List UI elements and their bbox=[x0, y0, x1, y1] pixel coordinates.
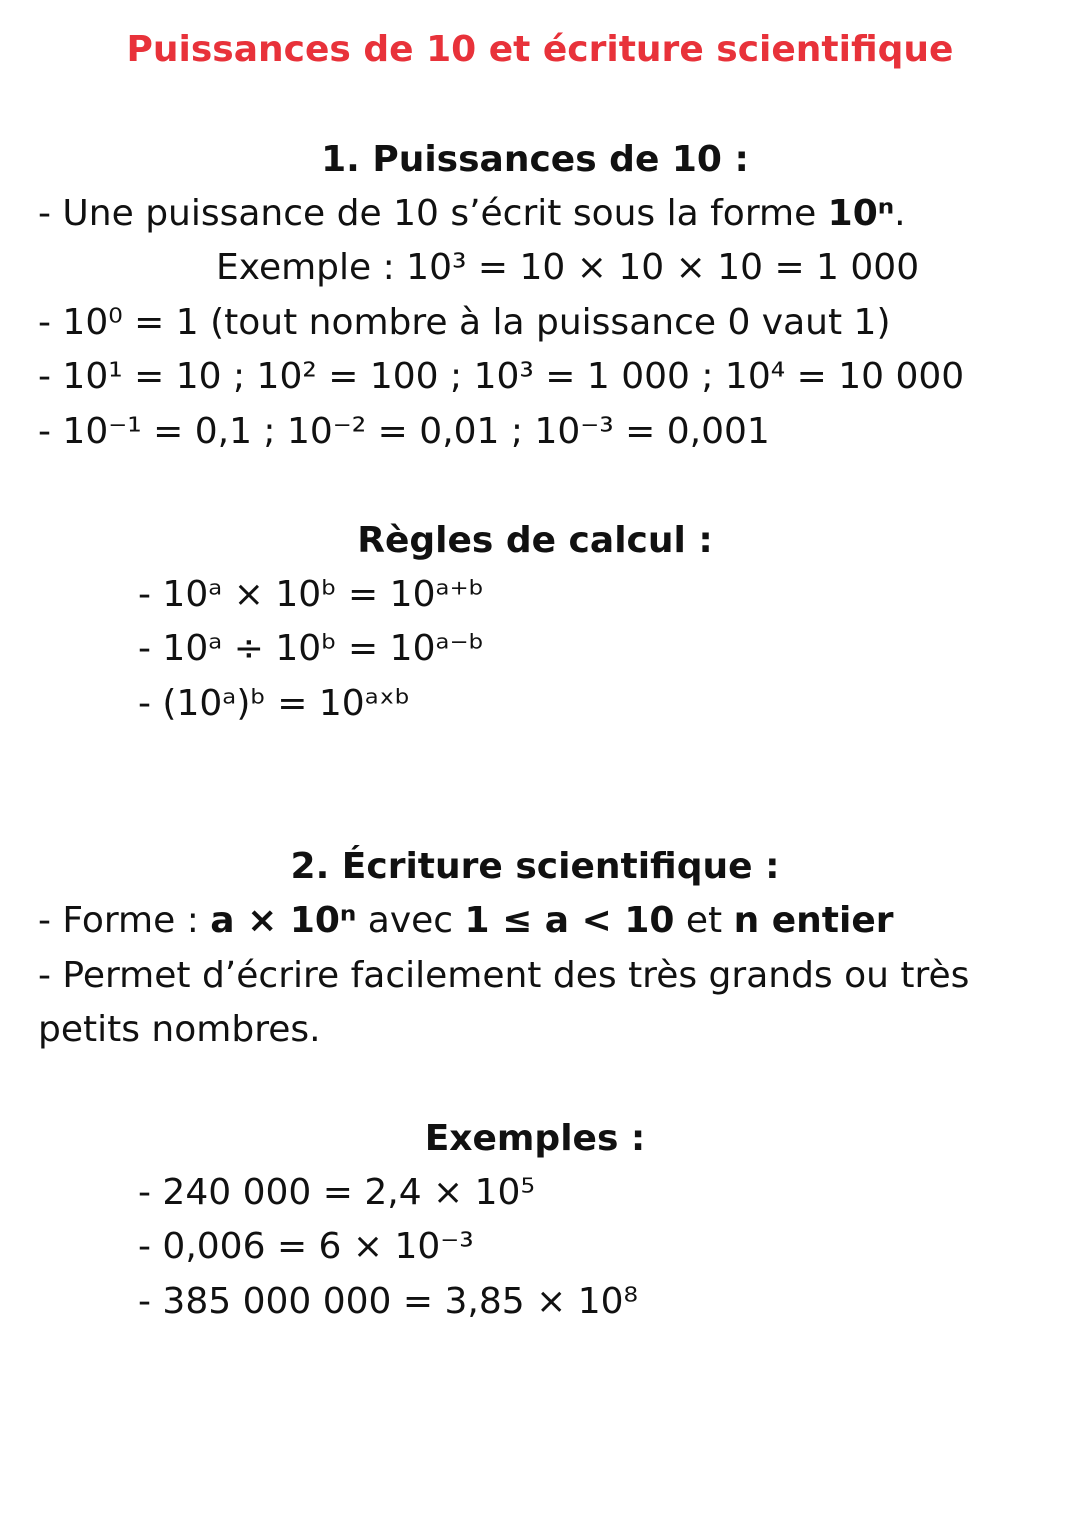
power-definition-prefix: - Une puissance de 10 s’écrit sous la forme bbox=[38, 193, 828, 234]
example-huge: - 385 000 000 = 3,85 × 10⁸ bbox=[138, 1281, 638, 1322]
rule-product: - 10ᵃ × 10ᵇ = 10ᵃ⁺ᵇ bbox=[138, 574, 484, 615]
power-definition-suffix: . bbox=[894, 193, 906, 234]
power-line-negative: - 10⁻¹ = 0,1 ; 10⁻² = 0,01 ; 10⁻³ = 0,001 bbox=[38, 411, 770, 452]
power-line-zero: - 10⁰ = 1 (tout nombre à la puissance 0 vaut 1) bbox=[38, 302, 891, 343]
section1-heading: 1. Puissances de 10 : bbox=[321, 139, 749, 180]
form-prefix: - Forme : bbox=[38, 900, 211, 941]
form-integer: n entier bbox=[733, 900, 894, 941]
section2-heading: 2. Écriture scientifique : bbox=[290, 846, 780, 887]
power-line-positive: - 10¹ = 10 ; 10² = 100 ; 10³ = 1 000 ; 10⁴ = 10 000 bbox=[38, 356, 965, 397]
rule-power: - (10ᵃ)ᵇ = 10ᵃˣᵇ bbox=[138, 683, 411, 724]
rule-quotient: - 10ᵃ ÷ 10ᵇ = 10ᵃ⁻ᵇ bbox=[138, 628, 484, 669]
examples-heading: Exemples : bbox=[424, 1118, 646, 1159]
purpose-line-1: - Permet d’écrire facilement des très grands ou très bbox=[38, 955, 970, 996]
form-condition: 1 ≤ a < 10 bbox=[464, 900, 675, 941]
example-small: - 0,006 = 6 × 10⁻³ bbox=[138, 1226, 474, 1267]
form-et: et bbox=[674, 900, 734, 941]
power-definition-notation: 10ⁿ bbox=[827, 193, 895, 234]
power-example: Exemple : 10³ = 10 × 10 × 10 = 1 000 bbox=[216, 247, 920, 288]
scientific-form bbox=[38, 899, 894, 943]
power-definition bbox=[38, 192, 906, 236]
rules-heading: Règles de calcul : bbox=[357, 520, 713, 561]
form-avec: avec bbox=[356, 900, 465, 941]
page-title: Puissances de 10 et écriture scientifique bbox=[126, 29, 954, 70]
form-notation: a × 10ⁿ bbox=[210, 900, 357, 941]
example-large: - 240 000 = 2,4 × 10⁵ bbox=[138, 1172, 535, 1213]
purpose-line-2: petits nombres. bbox=[38, 1009, 321, 1050]
